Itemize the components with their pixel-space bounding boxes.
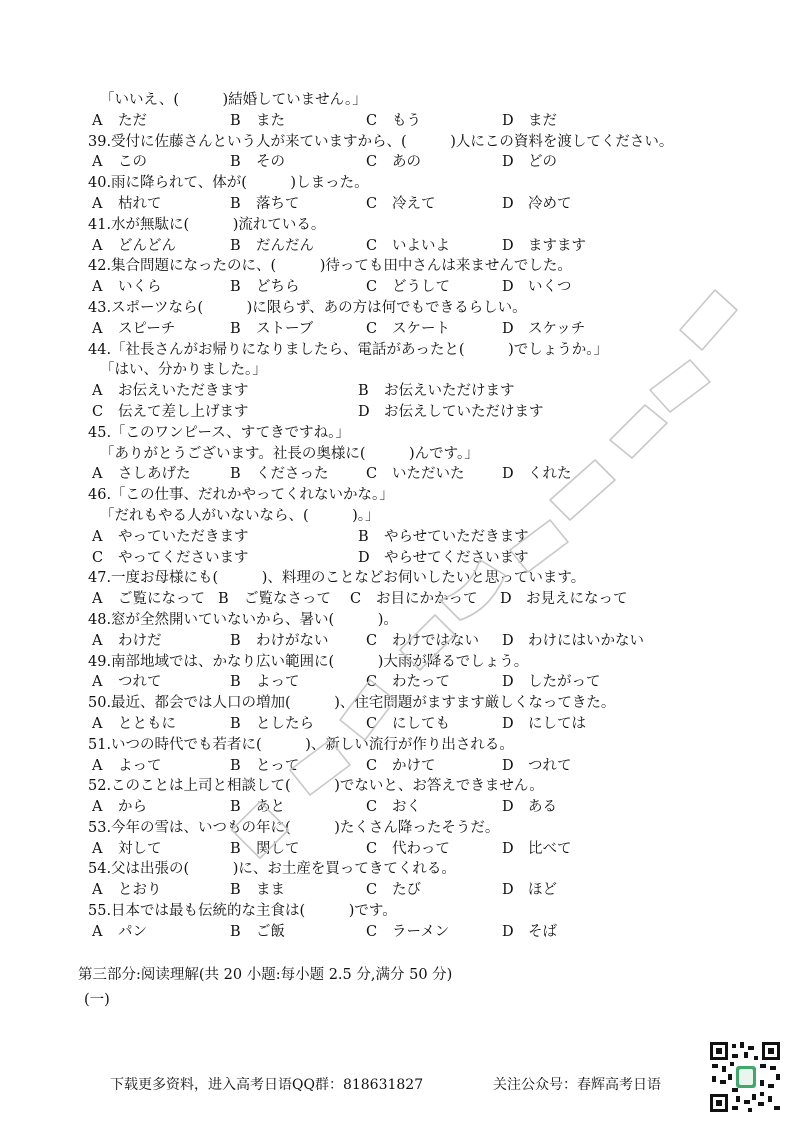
option-letter: B xyxy=(230,715,241,732)
question-text: 44.「社長さんがお帰りになりましたら、電話があったと( )でしょうか。」 xyxy=(88,341,608,358)
option-row xyxy=(88,589,748,610)
option-c[interactable] xyxy=(362,111,421,132)
option-letter: A xyxy=(92,528,103,545)
option-b[interactable] xyxy=(226,194,299,215)
question-text: 43.スポーツなら( )に限らず、あの方は何でもできるらしい。 xyxy=(88,299,527,316)
option-b[interactable] xyxy=(226,111,285,132)
question-text: 48.窓が全然開いていないから、暑い( )。 xyxy=(88,611,398,628)
option-text: スピーチ xyxy=(118,320,176,337)
option-a[interactable] xyxy=(88,672,162,693)
option-text: 落ちて xyxy=(256,195,300,212)
option-c[interactable] xyxy=(362,797,421,818)
option-text: パン xyxy=(118,923,147,940)
option-a[interactable] xyxy=(88,797,147,818)
option-text: もう xyxy=(392,112,421,129)
option-c[interactable] xyxy=(346,589,478,610)
question-text: 「いいえ、( )結婚していません。」 xyxy=(100,92,367,108)
option-text: にしても xyxy=(392,715,450,732)
option-row xyxy=(88,527,748,548)
question-text: 47.一度お母様にも( )、料理のことなどお伺いしたいと思っています。 xyxy=(88,570,586,587)
option-c[interactable] xyxy=(362,236,450,257)
option-a[interactable] xyxy=(88,631,162,652)
option-text: から xyxy=(118,799,147,816)
question-text: 「はい、分かりました。」 xyxy=(100,362,267,379)
option-d[interactable] xyxy=(498,152,557,173)
option-text: まま xyxy=(256,882,285,899)
option-row xyxy=(88,797,748,818)
option-text: やらせてくださいます xyxy=(384,549,529,566)
option-d[interactable] xyxy=(498,194,572,215)
option-letter: A xyxy=(92,799,103,816)
option-b[interactable] xyxy=(226,714,314,735)
option-text: お伝えいただきます xyxy=(118,383,249,400)
option-text: やってくださいます xyxy=(118,549,249,566)
option-letter: A xyxy=(92,840,103,857)
option-text: ストーブ xyxy=(256,320,314,337)
option-letter: B xyxy=(230,840,241,857)
option-d[interactable] xyxy=(498,464,572,485)
option-letter: D xyxy=(502,674,514,691)
option-letter: D xyxy=(502,757,514,774)
question-list xyxy=(88,90,748,943)
option-letter: D xyxy=(502,923,514,940)
option-c[interactable] xyxy=(88,548,249,569)
option-letter: D xyxy=(502,112,514,129)
option-a[interactable] xyxy=(88,319,175,340)
option-letter: C xyxy=(366,112,378,129)
question-text: 49.南部地域では、かなり広い範囲に( )大雨が降るでしょう。 xyxy=(88,653,529,670)
option-letter: B xyxy=(230,674,241,691)
option-letter: A xyxy=(92,715,103,732)
option-b[interactable] xyxy=(354,381,515,402)
option-text: とおり xyxy=(118,882,162,899)
option-letter: A xyxy=(92,466,103,483)
option-text: この xyxy=(118,154,147,171)
option-letter: D xyxy=(502,237,514,254)
option-text: お目にかかって xyxy=(376,591,478,608)
option-letter: C xyxy=(366,154,378,171)
option-c[interactable] xyxy=(362,839,450,860)
option-a[interactable] xyxy=(88,381,249,402)
option-letter: A xyxy=(92,632,103,649)
option-text: おく xyxy=(392,799,421,816)
option-c[interactable] xyxy=(362,756,436,777)
option-letter: C xyxy=(366,674,378,691)
option-c[interactable] xyxy=(362,672,450,693)
question-text: 42.集合問題になったのに、( )待っても田中さんは来ませんでした。 xyxy=(88,258,572,275)
option-text: くださった xyxy=(256,466,329,483)
option-text: わけにはいかない xyxy=(528,632,644,649)
option-letter: B xyxy=(230,237,241,254)
option-text: お伝えしていただけます xyxy=(384,403,544,420)
option-b[interactable] xyxy=(226,277,300,298)
option-b[interactable] xyxy=(226,922,285,943)
option-letter: C xyxy=(366,195,378,212)
option-letter: C xyxy=(366,466,378,483)
option-letter: D xyxy=(502,715,514,732)
question-text: 55.日本では最も伝統的な主食は( )です。 xyxy=(88,903,397,920)
option-c[interactable] xyxy=(362,464,465,485)
question-text: 45.「このワンピース、すてきですね。」 xyxy=(88,424,350,441)
question-text: 「だれもやる人がいないなら、( )。」 xyxy=(100,507,380,524)
option-letter: B xyxy=(230,799,241,816)
option-row xyxy=(88,922,748,943)
option-letter: B xyxy=(230,757,241,774)
option-text: ご飯 xyxy=(256,923,285,940)
option-row xyxy=(88,277,748,298)
option-text: 対して xyxy=(118,840,162,857)
question-text: 41.水が無駄に( )流れている。 xyxy=(88,216,326,233)
option-text: あの xyxy=(392,154,421,171)
option-letter: A xyxy=(92,195,103,212)
option-b[interactable] xyxy=(226,672,300,693)
question-text: 52.このことは上司と相談して( )でないと、お答えできません。 xyxy=(88,778,544,795)
option-letter: A xyxy=(92,882,103,899)
option-c[interactable] xyxy=(362,277,450,298)
option-text: としたら xyxy=(256,715,314,732)
option-row xyxy=(88,880,748,901)
question-text: 53.今年の雪は、いつもの年に( )たくさん降ったそうだ。 xyxy=(88,819,500,836)
option-d[interactable] xyxy=(498,277,572,298)
option-d[interactable] xyxy=(498,880,557,901)
option-letter: B xyxy=(230,279,241,296)
option-row xyxy=(88,236,748,257)
option-c[interactable] xyxy=(362,880,421,901)
question-text: 40.雨に降られて、体が( )しまった。 xyxy=(88,175,369,192)
option-d[interactable] xyxy=(498,839,572,860)
option-text: どうして xyxy=(392,279,450,296)
option-c[interactable] xyxy=(362,194,436,215)
option-a[interactable] xyxy=(88,194,162,215)
option-text: お伝えいただけます xyxy=(384,383,515,400)
option-text: ますます xyxy=(528,237,586,254)
footer-wechat-account: 关注公众号：春辉高考日语 xyxy=(493,1077,661,1093)
option-text: まだ xyxy=(528,112,557,129)
option-letter: C xyxy=(366,923,378,940)
option-d[interactable] xyxy=(498,236,586,257)
option-c[interactable] xyxy=(362,319,450,340)
option-letter: C xyxy=(366,840,378,857)
option-text: とともに xyxy=(118,715,176,732)
section-subheading: (一) xyxy=(84,992,110,1008)
option-letter: B xyxy=(218,591,229,608)
option-letter: B xyxy=(230,154,241,171)
option-letter: A xyxy=(92,154,103,171)
option-b[interactable] xyxy=(226,152,285,173)
option-letter: B xyxy=(230,466,241,483)
question-text: 50.最近、都会では人口の増加( )、住宅問題がますます厳しくなってきた。 xyxy=(88,695,616,712)
option-text: かけて xyxy=(392,757,436,774)
option-b[interactable] xyxy=(226,797,285,818)
option-letter: B xyxy=(230,112,241,129)
option-d[interactable] xyxy=(498,797,557,818)
option-a[interactable] xyxy=(88,152,147,173)
option-letter: C xyxy=(350,591,362,608)
option-letter: C xyxy=(92,549,104,566)
option-letter: D xyxy=(502,279,514,296)
option-b[interactable] xyxy=(226,464,329,485)
option-letter: C xyxy=(366,757,378,774)
option-b[interactable] xyxy=(226,319,313,340)
option-text: ほど xyxy=(528,882,557,899)
option-letter: C xyxy=(366,632,378,649)
option-text: したがって xyxy=(528,674,601,691)
option-b[interactable] xyxy=(214,589,331,610)
option-d[interactable] xyxy=(498,756,572,777)
option-row xyxy=(88,464,748,485)
option-b[interactable] xyxy=(226,631,329,652)
option-row xyxy=(88,111,748,132)
option-text: やらせていただきます xyxy=(384,528,529,545)
option-letter: A xyxy=(92,279,103,296)
option-letter: D xyxy=(500,591,512,608)
option-row xyxy=(88,402,748,423)
footer-qq-group: 下载更多资料，进入高考日语QQ群：818631827 xyxy=(110,1077,424,1093)
option-text: ただ xyxy=(118,112,147,129)
option-text: 冷えて xyxy=(392,195,436,212)
option-d[interactable] xyxy=(498,922,557,943)
option-a[interactable] xyxy=(88,756,162,777)
option-row xyxy=(88,319,748,340)
option-letter: A xyxy=(92,383,103,400)
option-text: あと xyxy=(256,799,285,816)
option-letter: A xyxy=(92,237,103,254)
option-letter: D xyxy=(358,403,370,420)
option-letter: C xyxy=(366,237,378,254)
option-c[interactable] xyxy=(362,922,449,943)
option-letter: A xyxy=(92,674,103,691)
option-c[interactable] xyxy=(362,631,479,652)
option-d[interactable] xyxy=(498,631,644,652)
option-letter: A xyxy=(92,923,103,940)
option-c[interactable] xyxy=(88,402,249,423)
option-text: ご覧なさって xyxy=(244,591,331,608)
option-c[interactable] xyxy=(362,152,421,173)
option-text: 関して xyxy=(256,840,300,857)
option-letter: D xyxy=(502,320,514,337)
option-a[interactable] xyxy=(88,236,176,257)
option-text: いただいた xyxy=(392,466,465,483)
option-letter: D xyxy=(502,840,514,857)
option-letter: A xyxy=(92,320,103,337)
question-text: 39.受付に佐藤さんという人が来ていますから、( )人にこの資料を渡してください。 xyxy=(88,133,674,150)
option-a[interactable] xyxy=(88,111,147,132)
option-text: たび xyxy=(392,882,421,899)
option-b[interactable] xyxy=(226,756,299,777)
option-letter: D xyxy=(502,882,514,899)
option-text: くれた xyxy=(528,466,572,483)
option-letter: D xyxy=(502,195,514,212)
option-text: やっていただきます xyxy=(118,528,249,545)
option-letter: C xyxy=(366,715,378,732)
option-a[interactable] xyxy=(88,880,162,901)
option-a[interactable] xyxy=(88,277,162,298)
option-letter: B xyxy=(358,528,369,545)
question-text: 46.「この仕事、だれかやってくれないかな。」 xyxy=(88,487,394,504)
option-row xyxy=(88,381,748,402)
option-letter: D xyxy=(502,466,514,483)
option-a[interactable] xyxy=(88,527,249,548)
option-text: ある xyxy=(528,799,557,816)
option-row xyxy=(88,672,748,693)
option-text: よって xyxy=(256,674,300,691)
qr-code-icon xyxy=(708,1040,782,1114)
option-text: よって xyxy=(118,757,162,774)
option-row xyxy=(88,152,748,173)
option-letter: A xyxy=(92,757,103,774)
option-a[interactable] xyxy=(88,464,191,485)
option-letter: A xyxy=(92,112,103,129)
option-c[interactable] xyxy=(362,714,450,735)
option-text: いくつ xyxy=(528,279,572,296)
option-letter: A xyxy=(92,591,103,608)
option-letter: B xyxy=(230,320,241,337)
question-text: 54.父は出張の( )に、お土産を買ってきてくれる。 xyxy=(88,861,456,878)
option-text: わけではない xyxy=(392,632,479,649)
option-letter: B xyxy=(230,923,241,940)
option-d[interactable] xyxy=(354,402,544,423)
option-b[interactable] xyxy=(226,839,300,860)
option-text: にしては xyxy=(528,715,586,732)
option-d[interactable] xyxy=(498,714,586,735)
option-a[interactable] xyxy=(88,839,162,860)
option-text: 枯れて xyxy=(118,195,162,212)
option-text: つれて xyxy=(118,674,162,691)
option-text: いくら xyxy=(118,279,162,296)
option-text: お見えになって xyxy=(526,591,628,608)
option-row xyxy=(88,194,748,215)
option-text: その xyxy=(256,154,285,171)
option-text: わけがない xyxy=(256,632,329,649)
option-text: スケート xyxy=(392,320,450,337)
option-text: わたって xyxy=(392,674,450,691)
option-d[interactable] xyxy=(496,589,628,610)
option-letter: C xyxy=(92,403,104,420)
option-text: スケッチ xyxy=(528,320,586,337)
option-letter: D xyxy=(358,549,370,566)
option-letter: D xyxy=(502,799,514,816)
option-text: とって xyxy=(256,757,300,774)
option-text: 代わって xyxy=(392,840,450,857)
option-letter: C xyxy=(366,882,378,899)
option-text: どんどん xyxy=(118,237,176,254)
option-d[interactable] xyxy=(354,548,529,569)
option-text: ご覧になって xyxy=(118,591,205,608)
option-letter: B xyxy=(230,882,241,899)
question-text: 51.いつの時代でも若者に( )、新しい流行が作り出される。 xyxy=(88,736,514,753)
option-text: ラーメン xyxy=(392,923,450,940)
option-row xyxy=(88,756,748,777)
option-text: また xyxy=(256,112,285,129)
option-letter: D xyxy=(502,154,514,171)
option-text: 冷めて xyxy=(528,195,572,212)
option-a[interactable] xyxy=(88,589,205,610)
option-row xyxy=(88,631,748,652)
option-row xyxy=(88,839,748,860)
option-b[interactable] xyxy=(354,527,529,548)
option-letter: D xyxy=(502,632,514,649)
option-row xyxy=(88,548,748,569)
option-d[interactable] xyxy=(498,319,585,340)
option-letter: C xyxy=(366,320,378,337)
option-text: だんだん xyxy=(256,237,314,254)
option-text: いよいよ xyxy=(392,237,450,254)
option-d[interactable] xyxy=(498,672,601,693)
option-b[interactable] xyxy=(226,880,285,901)
option-a[interactable] xyxy=(88,714,176,735)
option-letter: B xyxy=(230,195,241,212)
section-heading: 第三部分:阅读理解(共 20 小题:每小题 2.5 分,满分 50 分) xyxy=(78,967,453,983)
option-text: どの xyxy=(528,154,557,171)
option-text: 比べて xyxy=(528,840,572,857)
option-text: さしあげた xyxy=(118,466,191,483)
option-letter: C xyxy=(366,799,378,816)
question-text: 「ありがとうございます。社長の奥様に( )んです。」 xyxy=(100,445,479,462)
option-letter: B xyxy=(358,383,369,400)
option-d[interactable] xyxy=(498,111,557,132)
option-a[interactable] xyxy=(88,922,147,943)
option-letter: B xyxy=(230,632,241,649)
option-text: そば xyxy=(528,923,557,940)
option-text: つれて xyxy=(528,757,572,774)
option-text: どちら xyxy=(256,279,300,296)
option-letter: C xyxy=(366,279,378,296)
option-row xyxy=(88,714,748,735)
option-b[interactable] xyxy=(226,236,314,257)
option-text: わけだ xyxy=(118,632,162,649)
option-text: 伝えて差し上げます xyxy=(118,403,249,420)
